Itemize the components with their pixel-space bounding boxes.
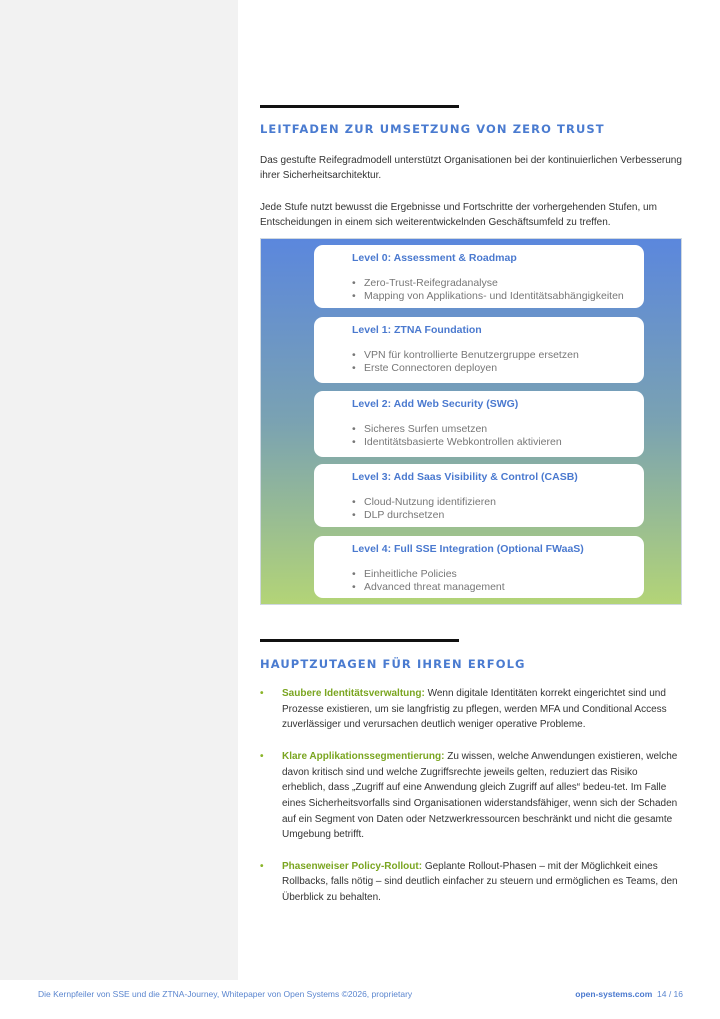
footer-site-link[interactable]: open-systems.com [575, 989, 653, 999]
level-item: • Cloud-Nutzung identifizieren [352, 496, 644, 509]
success-factors-list [260, 686, 680, 922]
level-item: • DLP durchsetzen [352, 509, 644, 522]
page-number: 14 / 16 [657, 989, 683, 999]
bullet-lead: Phasenweiser Policy-Rollout: [282, 860, 423, 872]
section-divider-2 [260, 639, 459, 642]
level-card-0 [314, 245, 644, 308]
list-item [260, 686, 680, 733]
bullet-lead: Klare Applikationssegmentierung: [282, 750, 445, 762]
level-item: • VPN für kontrollierte Benutzergruppe ersetzen [352, 349, 644, 362]
level-title: Level 1: ZTNA Foundation [352, 324, 482, 336]
bullet-icon: • [260, 688, 264, 699]
level-item: • Erste Connectoren deployen [352, 362, 644, 375]
section-heading-2: HAUPTZUTAGEN FÜR IHREN ERFOLG [260, 657, 526, 671]
bullet-lead: Saubere Identitätsverwaltung: [282, 688, 425, 699]
level-item: • Mapping von Applikations- und Identitätsabhängigkeiten [352, 290, 644, 303]
level-title: Level 2: Add Web Security (SWG) [352, 398, 519, 410]
footer-page-info [575, 989, 683, 999]
bullet-text: Geplante Rollout-Phasen – mit der Möglichkeit eines Rollbacks, falls nötig – sind deutlich einfacher zu steuern und ermöglichen es Teams, den Überblick zu behalten. [282, 860, 678, 904]
left-margin-panel [0, 0, 238, 980]
bullet-text: Zu wissen, welche Anwendungen existieren, welche davon kritisch sind und welche Zugriffsrechte jeweils gelten, reduziert das Risiko erheblich, dass „Zugriff auf eine Anwendung gleich Zugriff auf alles“ bedeu-tet. Im Falle eines Sicherheitsvorfalls sind Organisationen widerstandsfähiger, wenn sich der Schaden auf ein Segment von Daten oder Netzwerkressourcen beschränkt und nicht die gesamte Umgebung betrifft. [282, 750, 678, 841]
level-card-3 [314, 464, 644, 527]
level-item: • Einheitliche Policies [352, 568, 644, 581]
footer-caption: Die Kernpfeiler von SSE und die ZTNA-Journey, Whitepaper von Open Systems ©2026, proprietary [38, 989, 413, 999]
level-card-1 [314, 317, 644, 383]
section-heading: LEITFADEN ZUR UMSETZUNG VON ZERO TRUST [260, 122, 605, 136]
list-item [260, 749, 680, 843]
intro-paragraph: Das gestufte Reifegradmodell unterstützt Organisationen bei der kontinuierlichen Verbesserung ihrer Sicherheitsarchitektur. [260, 155, 682, 181]
level-title: Level 3: Add Saas Visibility & Control (CASB) [352, 471, 578, 483]
level-title: Level 4: Full SSE Integration (Optional FWaaS) [352, 543, 584, 555]
level-card-2 [314, 391, 644, 457]
level-item: • Identitätsbasierte Webkontrollen aktivieren [352, 436, 644, 449]
list-item [260, 859, 680, 906]
level-item: • Zero-Trust-Reifegradanalyse [352, 277, 644, 290]
level-title: Level 0: Assessment & Roadmap [352, 252, 517, 264]
bullet-text: Wenn digitale Identitäten korrekt eingerichtet sind und Prozesse existieren, um sie langfristig zu pflegen, werden MFA und Conditional Access zuverlässiger und verursachen deutlich weniger operative Probleme. [282, 688, 667, 731]
level-item: • Advanced threat management [352, 581, 644, 594]
section-divider [260, 105, 459, 108]
maturity-model-diagram [260, 238, 682, 605]
level-card-4 [314, 536, 644, 598]
intro-paragraph-2: Jede Stufe nutzt bewusst die Ergebnisse und Fortschritte der vorhergehenden Stufen, um Entscheidungen in einem sich weiterentwickelnden Geschäftsumfeld zu treffen. [260, 202, 657, 228]
bullet-icon: • [260, 750, 264, 762]
bullet-icon: • [260, 860, 264, 872]
level-item: • Sicheres Surfen umsetzen [352, 423, 644, 436]
